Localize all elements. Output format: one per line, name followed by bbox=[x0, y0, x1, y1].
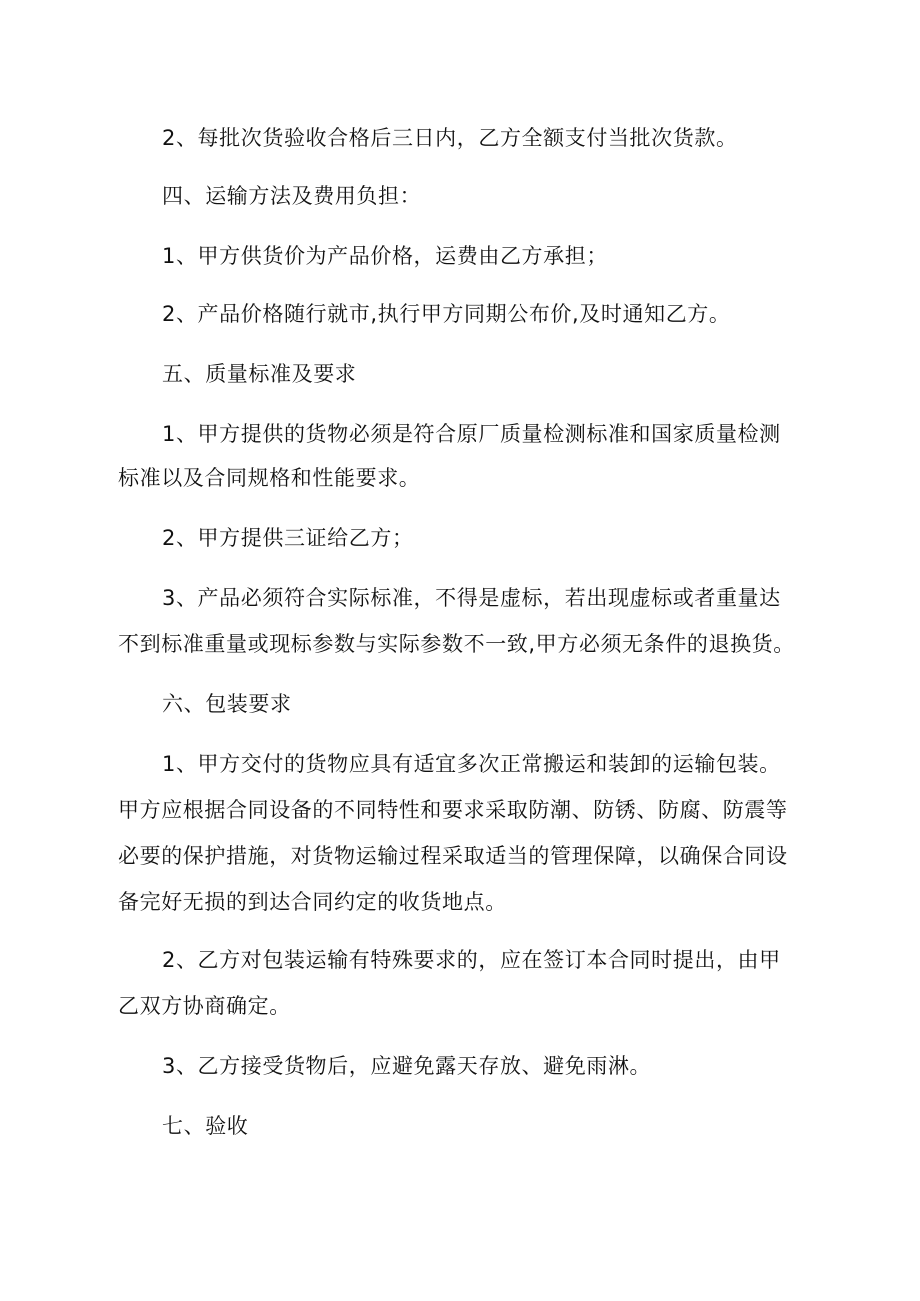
transport-clause-1: 1、甲方供货价为产品价格，运费由乙方承担； bbox=[162, 244, 608, 268]
quality-clause-1-line-2: 标准以及合同规格和性能要求。 bbox=[118, 466, 421, 490]
quality-clause-3-line-1: 3、产品必须符合实际标准，不得是虚标，若出现虚标或者重量达 bbox=[162, 586, 781, 610]
section-six-heading: 六、包装要求 bbox=[162, 692, 292, 716]
packaging-clause-1-line-2: 甲方应根据合同设备的不同特性和要求采取防潮、防锈、防腐、防震等 bbox=[118, 798, 788, 822]
section-four-heading: 四、运输方法及费用负担： bbox=[162, 184, 422, 208]
transport-clause-2: 2、产品价格随行就市,执行甲方同期公布价,及时通知乙方。 bbox=[162, 302, 731, 326]
packaging-clause-1-line-4: 备完好无损的到达合同约定的收货地点。 bbox=[118, 890, 507, 914]
quality-clause-3-line-2: 不到标准重量或现标参数与实际参数不一致,甲方必须无条件的退换货。 bbox=[118, 632, 795, 656]
packaging-clause-2-line-2: 乙双方协商确定。 bbox=[118, 994, 291, 1018]
section-seven-heading: 七、验收 bbox=[162, 1114, 249, 1138]
packaging-clause-1-line-1: 1、甲方交付的货物应具有适宜多次正常搬运和装卸的运输包装。 bbox=[162, 752, 781, 776]
packaging-clause-3: 3、乙方接受货物后，应避免露天存放、避免雨淋。 bbox=[162, 1054, 652, 1078]
quality-clause-1-line-1: 1、甲方提供的货物必须是符合原厂质量检测标准和国家质量检测 bbox=[162, 422, 781, 446]
packaging-clause-2-line-1: 2、乙方对包装运输有特殊要求的，应在签订本合同时提出，由甲 bbox=[162, 948, 781, 972]
quality-clause-2: 2、甲方提供三证给乙方； bbox=[162, 526, 414, 550]
packaging-clause-1-line-3: 必要的保护措施，对货物运输过程采取适当的管理保障，以确保合同设 bbox=[118, 844, 788, 868]
payment-clause-2: 2、每批次货验收合格后三日内，乙方全额支付当批次货款。 bbox=[162, 126, 738, 150]
section-five-heading: 五、质量标准及要求 bbox=[162, 362, 357, 386]
